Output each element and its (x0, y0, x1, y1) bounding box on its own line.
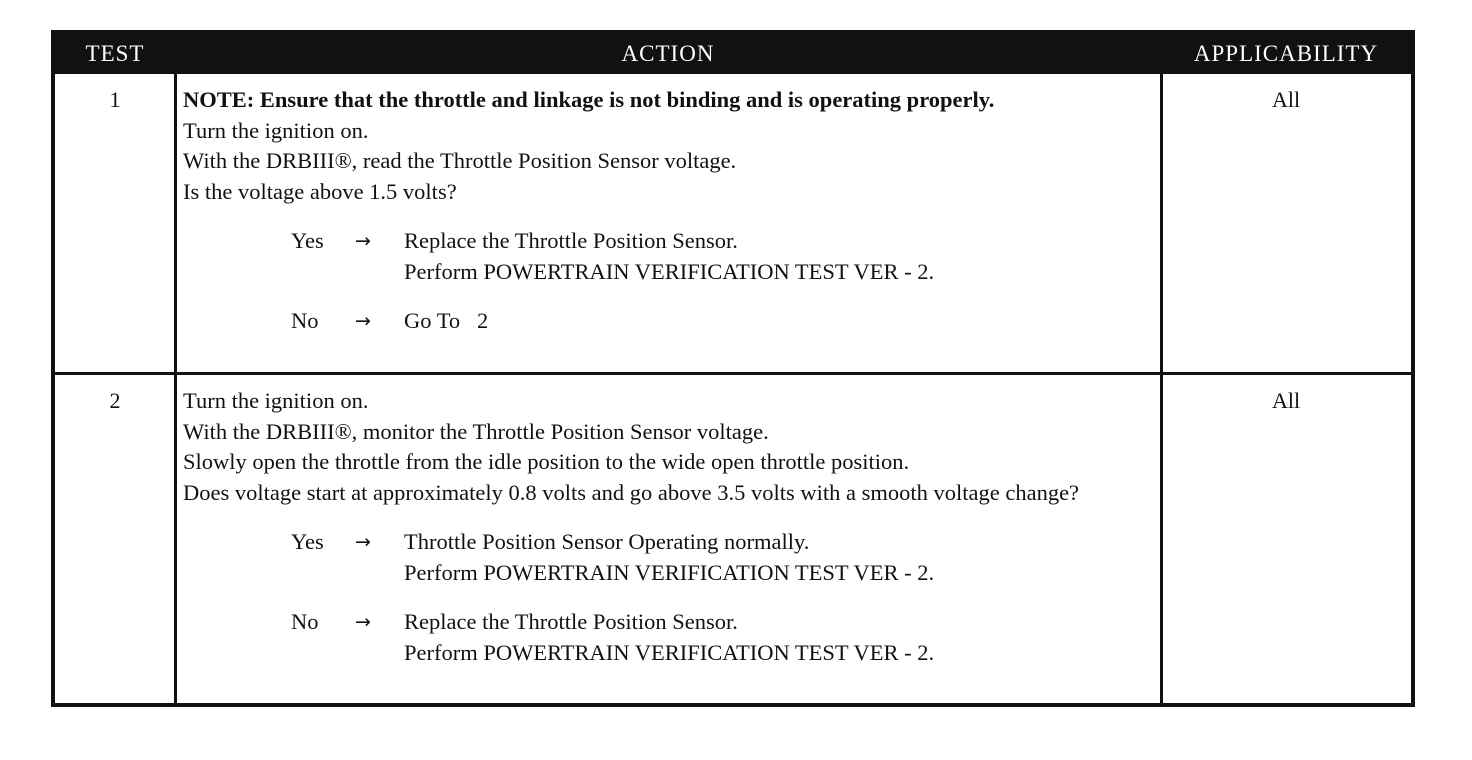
answer-line: Perform POWERTRAIN VERIFICATION TEST VER - 2. (404, 559, 935, 585)
answer-label: Yes (291, 529, 324, 554)
answer-no (183, 607, 1153, 668)
step-text: Slowly open the throttle from the idle position to the wide open throttle position. (183, 449, 910, 474)
answer-text (404, 306, 488, 337)
answer-label: No (291, 308, 319, 333)
right-arrow-icon: → (355, 531, 371, 553)
step-text: Turn the ignition on. (183, 117, 369, 143)
goto-link[interactable]: Go To 2 (404, 308, 489, 333)
right-arrow-icon: → (355, 310, 371, 332)
answer-line: Perform POWERTRAIN VERIFICATION TEST VER - 2. (404, 258, 935, 284)
answer-line: Throttle Position Sensor Operating normally. (404, 529, 810, 554)
test-number: 2 (109, 388, 121, 413)
applicability-value: All (1271, 388, 1301, 413)
answer-yes (183, 527, 1153, 588)
answer-no (183, 306, 1153, 337)
step-text: Is the voltage above 1.5 volts? (183, 178, 457, 204)
answer-label: No (291, 609, 319, 634)
test-number: 1 (109, 87, 121, 112)
step-text: With the DRBIII®, monitor the Throttle Position Sensor voltage. (183, 418, 769, 444)
step-text: Does voltage start at approximately 0.8 volts and go above 3.5 volts with a smooth voltage change? (183, 479, 1080, 505)
answer-label: Yes (291, 228, 324, 253)
header-applicability: APPLICABILITY (1193, 41, 1379, 66)
answer-yes (183, 226, 1153, 287)
table-row-test-2 (55, 375, 1411, 703)
header-test: TEST (85, 41, 145, 66)
step-text: With the DRBIII®, read the Throttle Position Sensor voltage. (183, 148, 737, 173)
right-arrow-icon: → (355, 611, 371, 633)
answer-text (404, 607, 934, 668)
action-cell (183, 386, 1153, 668)
table-header (55, 34, 1411, 74)
step-text: Turn the ignition on. (183, 388, 369, 413)
answer-line: Replace the Throttle Position Sensor. (404, 228, 738, 253)
applicability-value: All (1271, 87, 1301, 112)
answer-line: Replace the Throttle Position Sensor. (404, 609, 738, 634)
diagnostic-test-table (51, 30, 1415, 707)
action-cell (183, 85, 1153, 337)
table-row-test-1 (55, 74, 1411, 372)
header-action: ACTION (621, 41, 715, 66)
answer-text (404, 226, 934, 287)
right-arrow-icon: → (355, 230, 371, 252)
answer-text (404, 527, 934, 588)
note-text: NOTE: Ensure that the throttle and linkage is not binding and is operating properly. (183, 87, 995, 112)
answer-line: Perform POWERTRAIN VERIFICATION TEST VER - 2. (404, 639, 935, 665)
